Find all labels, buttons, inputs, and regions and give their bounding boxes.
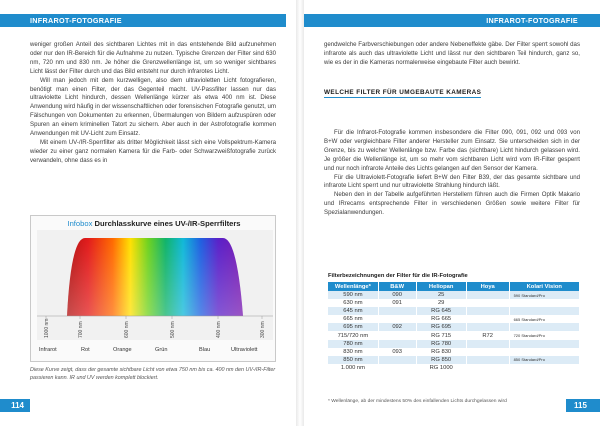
right-paragraph-2: Für die Ultraviolett-Fotografie liefert B+W den Filter B39, der das gesamte sichtbare und infrarote Licht sperrt und nur ultraviolette Strahlung hindurch läßt.: [324, 173, 580, 190]
table-cell: [466, 315, 509, 323]
table-cell: 850 nm: [328, 356, 378, 364]
book-gutter: [296, 0, 304, 426]
table-cell: 630 nm: [328, 299, 378, 307]
table-body: [328, 291, 580, 372]
section-heading: [324, 89, 481, 96]
table-cell: [466, 323, 509, 331]
table-cell: [509, 323, 579, 331]
table-cell: 645 nm: [328, 307, 378, 315]
right-intro-text: [324, 41, 580, 68]
right-paragraph-3: Neben den in der Tabelle aufgeführten Herstellern führen auch die Firmen Optik Makario und IRrecams entsprechende Filter in verschiedenen Größen sowie weitere Filter für Spezialanwendungen.: [324, 191, 580, 217]
tick-label: 400 nm: [216, 321, 222, 338]
table-cell: [378, 315, 416, 323]
table-cell: [509, 364, 579, 372]
table-row: [328, 323, 580, 331]
table-cell: 29: [416, 299, 466, 307]
table-cell: [466, 356, 509, 364]
right-paragraph-1: Für die Infrarot-Fotografie kommen insbesondere die Filter 090, 091, 092 und 093 von B+W oder vergleichbare Filter anderer Hersteller zum Einsatz. Sie unterscheiden sich in der Grenze, bis zu welcher Wellenlänge bzw. Farbe das (sichtbare) Licht hindurch gelassen wird. Je größer die Wellenlänge ist, um so mehr vom sichtbaren Licht wird vom IR-Filter gesperrt und nur noch infrarote Anteile des Lichts gelangen auf den Sensor der Kamera.: [324, 129, 580, 172]
color-band-labels: [31, 347, 277, 357]
table-cell: [509, 348, 579, 356]
infobox: [30, 215, 276, 362]
table-row: [328, 331, 580, 339]
table-row: [328, 291, 580, 299]
color-label-ultraviolett: Ultraviolett: [231, 347, 258, 353]
table-cell: [378, 331, 416, 339]
table-cell: RG 715: [416, 331, 466, 339]
infobox-title: [31, 219, 277, 228]
table-cell: RG 1000: [416, 364, 466, 372]
spectrum-svg: [37, 230, 273, 340]
left-running-header: INFRAROT-FOTOGRAFIE: [0, 14, 286, 27]
table-row: [328, 364, 580, 372]
table-cell: [466, 348, 509, 356]
table-cell: [466, 307, 509, 315]
table-cell: [509, 307, 579, 315]
right-page-number: 115: [566, 399, 600, 412]
table-cell: R72: [466, 331, 509, 339]
table-cell: [509, 299, 579, 307]
color-label-orange: Orange: [113, 347, 132, 353]
table-header-row: [328, 282, 580, 291]
table-cell: 092: [378, 323, 416, 331]
table-row: [328, 307, 580, 315]
table-cell: [378, 307, 416, 315]
table-cell: RG 780: [416, 340, 466, 348]
table-cell: [466, 340, 509, 348]
table-cell: 091: [378, 299, 416, 307]
table-cell: 665 nm: [328, 315, 378, 323]
infobox-label: Infobox: [67, 219, 93, 228]
table-cell: 093: [378, 348, 416, 356]
right-running-header: INFRAROT-FOTOGRAFIE: [304, 14, 600, 27]
color-label-blau: Blau: [199, 347, 211, 353]
column-header-wavelength: Wellenlänge*: [328, 282, 378, 291]
left-paragraph-3: Mit einem UV-/IR-Sperrfilter als dritter Möglichkeit lässt sich eine Vollspektrum-Kamera wieder zu einer ganz normalen Kamera für die Farb- oder Schwarzweißfotografie zurück verwandeln, ohne dass es in: [30, 138, 276, 164]
table-cell: [378, 340, 416, 348]
column-header-bw: B&W: [378, 282, 416, 291]
table-cell: RG 850: [416, 356, 466, 364]
table-cell: [378, 356, 416, 364]
table-cell: [466, 299, 509, 307]
table-cell: RG 645: [416, 307, 466, 315]
table-cell: 720 Standard/Pro: [509, 331, 579, 339]
table-cell: RG 695: [416, 323, 466, 331]
table-cell: [509, 340, 579, 348]
table-cell: [466, 291, 509, 299]
filter-table: [328, 282, 580, 372]
tick-label: 500 nm: [170, 321, 176, 338]
infobox-caption: Diese Kurve zeigt, dass der gesamte sichtbare Licht von etwa 750 nm bis ca. 400 nm den UV-/IR-Filter passieren kann. IR und UV werden komplett blockiert.: [30, 367, 276, 381]
color-label-gruen: Grün: [155, 347, 168, 353]
left-paragraph-1: weniger großen Anteil des sichtbaren Lichtes mit in das entstehende Bild aufzunehmen oder nur den IR-Bereich für die Aufnahme zu nutzen. Typische Grenzen der Filter sind 630 nm, 720 nm und 830 nm. Je höher die Grenzwellenlänge ist, um so weniger sichtbares Licht lässt der Filter durch und das Bild entsteht nur durch infrarotes Licht.: [30, 41, 276, 75]
column-header-kolari: Kolari Vision: [509, 282, 579, 291]
section-heading-text: WELCHE FILTER FÜR UMGEBAUTE KAMERAS: [324, 89, 482, 96]
tick-label: 600 nm: [124, 321, 130, 338]
left-page: [0, 0, 296, 426]
table-cell: 780 nm: [328, 340, 378, 348]
table-cell: 25: [416, 291, 466, 299]
table-cell: [466, 364, 509, 372]
table-row: [328, 340, 580, 348]
left-page-number: 114: [0, 399, 30, 412]
right-page: [304, 0, 600, 426]
table-cell: [378, 364, 416, 372]
table-cell: 830 nm: [328, 348, 378, 356]
infobox-heading: Durchlasskurve eines UV-/IR-Sperrfilters: [94, 219, 241, 228]
right-intro-paragraph: gendwelche Farbverschiebungen oder andere Nebeneffekte gäbe. Der Filter sperrt sowohl das infrarote als auch das ultraviolette Licht und lässt nur den sichtbaren Teil hindurch, ganz so, wie es der in die Kameras normalerweise eingebaute Filter auch bewirkt.: [324, 41, 580, 66]
left-paragraph-2: Will man jedoch mit dem kurzwelligen, also dem ultravioletten Licht fotografieren, benötigt man einen Filter, der das Gegenteil macht. UV-Passfilter lassen nur das ultraviolette Licht hindurch, dessen Wellenlänge kürzer als etwa 400 nm ist. Diese Anwendung wird häufig in der wissenschaftlichen oder forensischen Fotografie genutzt, um Fälschungen von Dokumenten zu erkennen, Übermalungen von Bildern aufzuspüren oder Spuren an einem kriminellen Tatort zu sichern. Aber auch in der Astrofotografie kommen Anwendungen mit UV-Licht zum Einsatz.: [30, 76, 276, 138]
spectrum-chart: [37, 230, 273, 340]
table-title: Filterbezeichnungen der Filter für die IR-Fotografie: [328, 273, 468, 279]
table-row: [328, 315, 580, 323]
column-header-heliopan: Heliopan: [416, 282, 466, 291]
table-cell: 695 nm: [328, 323, 378, 331]
table-cell: 665 Standard/Pro: [509, 315, 579, 323]
table-cell: 850 Standard/Pro: [509, 356, 579, 364]
table-row: [328, 299, 580, 307]
color-label-infrarot: Infrarot: [39, 347, 57, 353]
transmission-curve-shade: [67, 238, 243, 316]
color-label-rot: Rot: [81, 347, 90, 353]
table-cell: 715/720 nm: [328, 331, 378, 339]
table-cell: 590 nm: [328, 291, 378, 299]
table-cell: RG 830: [416, 348, 466, 356]
table-row: [328, 356, 580, 364]
column-header-hoya: Hoya: [466, 282, 509, 291]
table-cell: 1.000 nm: [328, 364, 378, 372]
table-cell: 090: [378, 291, 416, 299]
right-body-text: [324, 129, 580, 218]
left-body-text: [30, 41, 276, 166]
table-footnote: * Wellenlänge, ab der mindestens 50% des einfallenden Lichts durchgelassen wird: [328, 399, 507, 404]
tick-label: 700 nm: [78, 321, 84, 338]
table-row: [328, 348, 580, 356]
tick-label: 1000 nm: [44, 318, 50, 338]
tick-label: 300 nm: [260, 321, 266, 338]
table-cell: RG 665: [416, 315, 466, 323]
table-cell: 590 Standard/Pro: [509, 291, 579, 299]
